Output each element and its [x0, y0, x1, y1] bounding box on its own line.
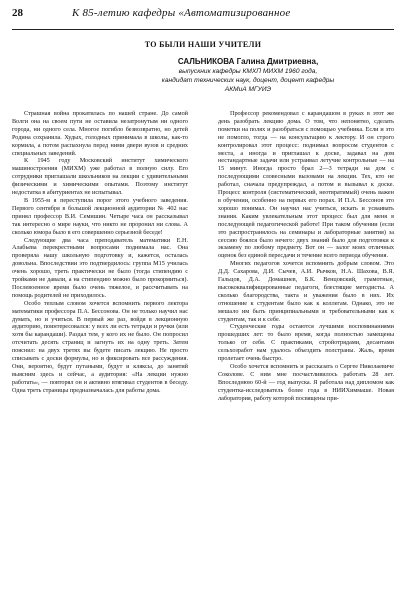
paragraph: Студенческие годы остаются лучшими воспоминаниями прошедших лет: то было время, когда полностью замещены только от себя. С практиками, стройотрядами, десантами сельхозработ нам удалось объездить полстраны. Жаль, время пролетает очень быстро.: [218, 323, 394, 363]
running-head: К 85-летию кафедры «Автоматизированное: [72, 7, 291, 19]
paragraph: В 1955-м я переступила порог этого учебного заведения. Первого сентября в большой лекционной аудитории № 402 нас принял профессор В.И. Семишин. Четыре часа он рассказывал так интересно о мире науки, что никто не проронил ни слова. А сколько юмора было в его совершенно серьезной беседе!: [12, 196, 188, 236]
paragraph: Особо теплым словом хочется вспомнить первого лектора математики профессора П.А. Бессонова. Он не только научил нас думать, но и учиться. В первый же раз, войдя в лекционную аудиторию, поинтересовался: у всех ли есть тетради и ручки (или хотя бы карандаши). Раздал тем, у кого их не было. Он попросил отсчитать десять страниц и загнуть их на одну треть. Затем пояснил: на двух третях вы будете писать лекцию. Не просто списывать с доски формулы, но и фиксировать все рассуждения. Они, вероятно, будут путаными, будут и кляксы, до занятий выясним здесь и сейчас, а аудитория: «На лекции нужно работать», — повторял он и активно втягивал студентов в беседу. Одна треть страницы предназначалась для работы дома.: [12, 299, 188, 394]
right-column: [218, 110, 394, 596]
paragraph: К 1945 году Московский институт химического машиностроения (МИХМ) уже работал в полную силу. Его сотрудники приглашали школьников на лекции с удивительными физическими и химическими опытами. Поэтому институт недостатка в абитуриентах не испытывал.: [12, 157, 188, 197]
paragraph: Профессор рекомендовал с карандашом в руках в этот же день разобрать лекцию дома. О том, что непонятно, сделать пометки на полях и разобраться с помощью учебника. Если и это не помогло, тогда — на консультацию к лектору. И он строго контролировал этот процесс: поднимал вопросом студентов с места, а иногда и приглашал к доске, задавал на дом нестандартные задачи или устраивал летучие контрольные — на 15 минут. Иногда просто брал 2—3 тетради на дом с последующими словесными вызовами на лекции. Тех, кто не работал, сначала предупреждал, а потом и вызывал к доске. Процесс контроля (систематический, неотвратимый) очень важен в обучении, особенно на первых его порах. И П.А. Бессонов это хорошо понимал. Он научил нас учиться, искать и усваивать знания. Каким увлекательным этот процесс был для меня в последующей педагогической работе! При таком обучении (если это распространялось на семинары и лабораторные занятия) за сессию боялся было нечего: двух знаний было для подготовки к экзамену по любому предмету. Вот он — залог моих отличных оценок без единой пересдачи и течение всего периода обучения.: [218, 110, 394, 260]
page-number: 28: [12, 7, 23, 19]
author-affiliation: выпускник кафедры КМХП МИХМ 1960 года,: [178, 68, 318, 75]
author-byline: [150, 57, 346, 94]
author-degree: кандидат технических наук, доцент, доцент кафедры АКМиА МГУИЭ: [161, 77, 335, 93]
page-header: [12, 7, 394, 30]
paragraph: Страшная война прокатилась по нашей стране. До самой Волги она на своем пути не оставила незатронутым ни одного города, ни одного села. Многое погибло безвозвратно, но детей Родина сохранила. Худых, голодных принимала в школы, как-то кормила, а потом распахнула перед ними двери вузов и средних специальных заведений.: [12, 110, 188, 157]
paragraph: Особо хочется вспомнить и рассказать о Сергее Николаевиче Соколове. С ним мне посчастливилось работать 28 лет. Впоследнюю 60-й — год выпуска. Я работала над дипломом как студентка-исследователь более года в НИИХиммаше. Новая лаборатория, работу которой посвящены при-: [218, 363, 394, 402]
left-column: [12, 110, 188, 596]
paragraph: Следующие два часа преподаватель математики Е.Н. Алабьева перекрестными вопросами поднимала нас. Она проверяла нашу школьную подготовку и, кажется, осталась довольна. Впоследствии это подтвердилось: группа М15 училась очень хорошо, треть практически не было (тогда стипендию с тройками не давали, а на стипендию можно было прокормиться). Послевоенное время было очень тяжелое, и рассчитывать на помощь родителей не приходилось.: [12, 236, 188, 299]
author-name: САЛЬНИКОВА Галина Дмитриевна,: [177, 57, 319, 66]
article-title: ТО БЫЛИ НАШИ УЧИТЕЛИ: [144, 40, 262, 49]
paragraph: Многих педагогов хочется вспомнить добрым словом. Это Д.Д. Сахарова, Д.И. Сычев, А.И. Рычков, Н.А. Шахова, В.Я. Гальцов, Д.А. Домашнев, Б.К. Венцовский, грамотные, высококвалифицированные педагоги, блестящие методисты. А сколько благородства, такта и уважения было в них. Их отношение к студентам было как к коллегам. Однако, это не мешало им быть принципиальными и требовательными как к студентам, так и к себе.: [218, 260, 394, 323]
